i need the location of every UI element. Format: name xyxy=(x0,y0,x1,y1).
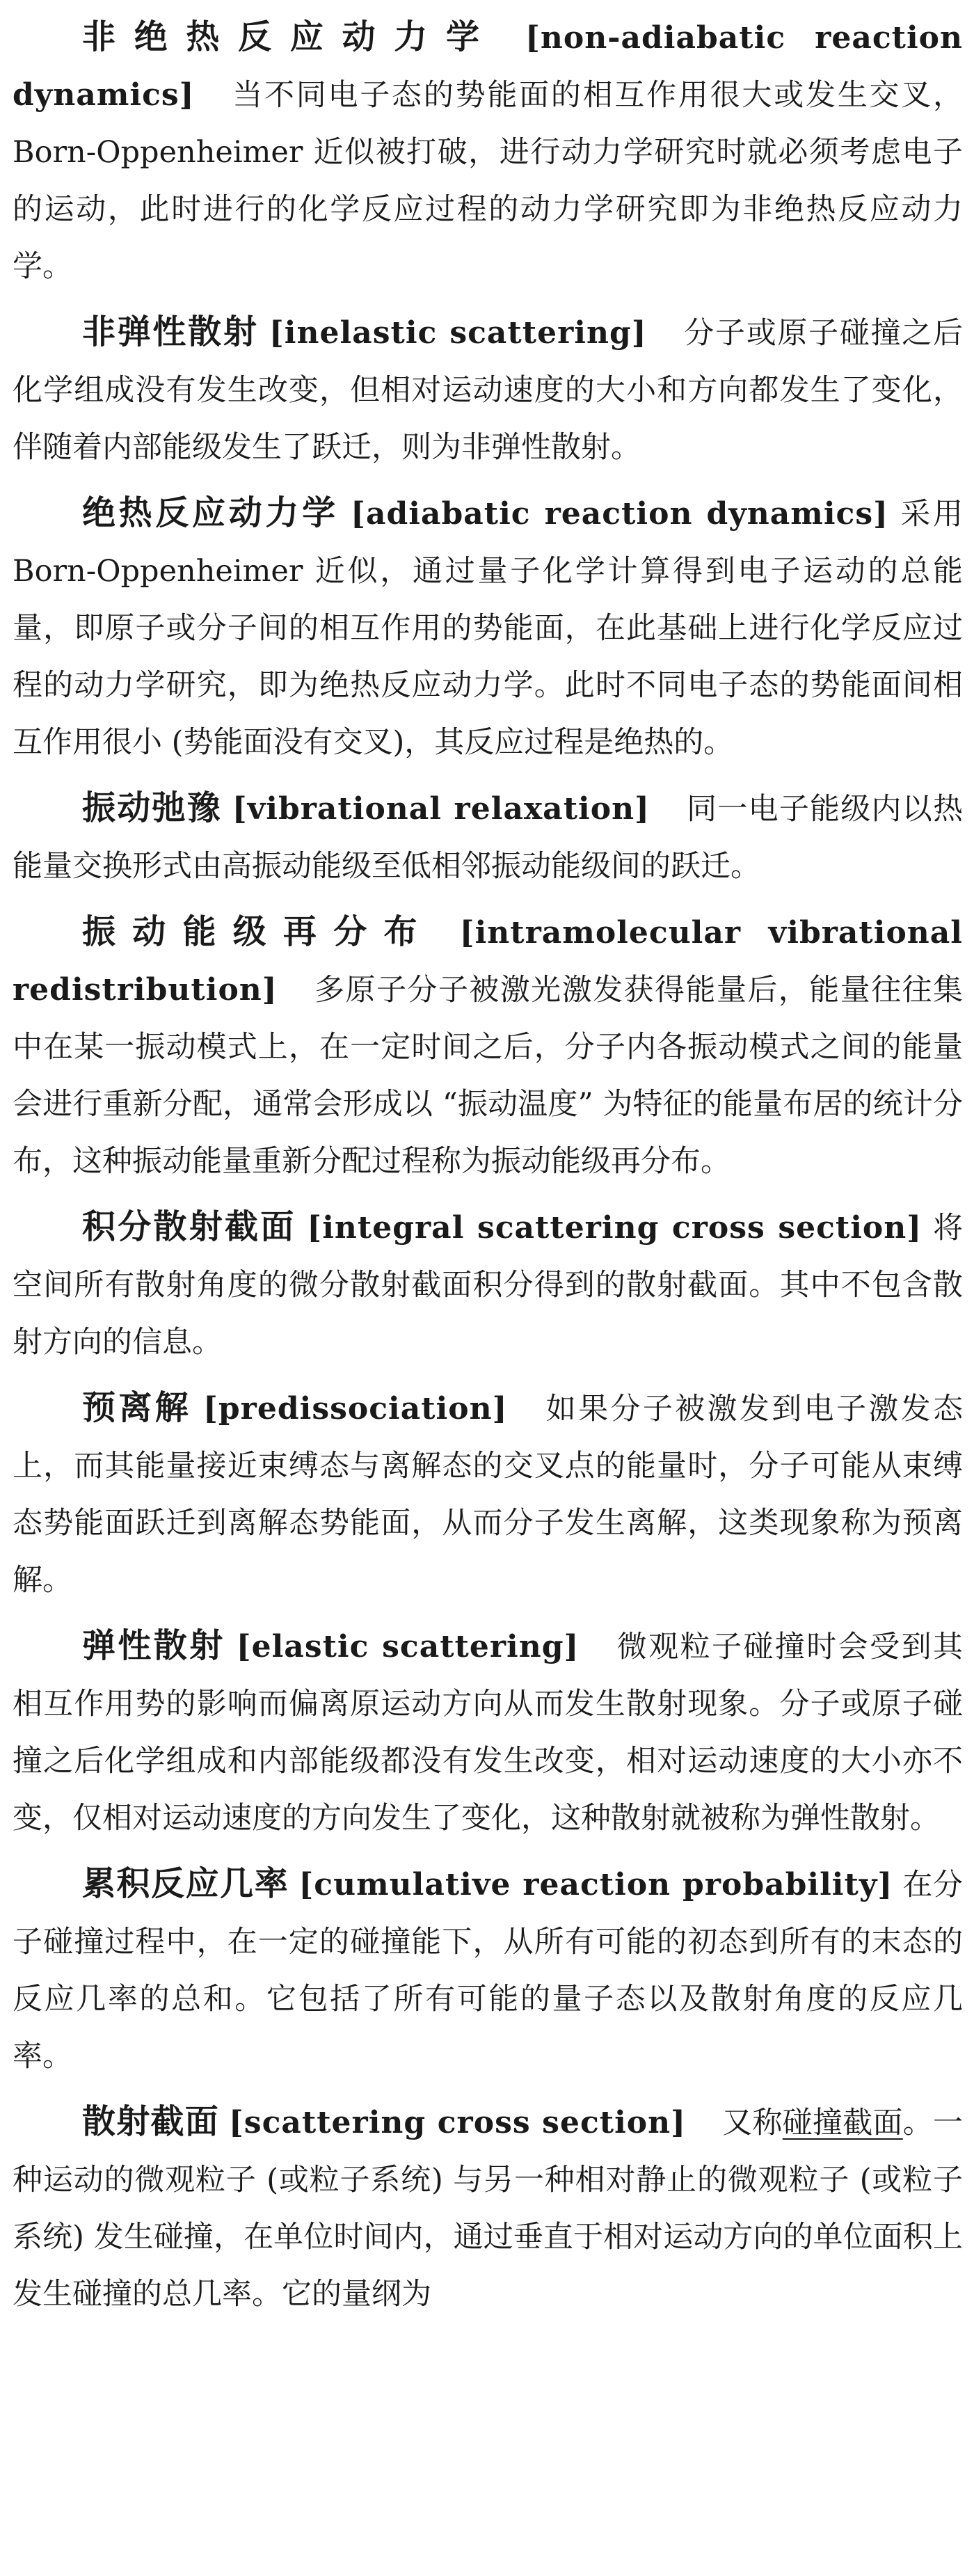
entry-definition: 采用 Born-Oppenheimer 近似，通过量子化学计算得到电子运动的总能量，即原子或分子间的相互作用的势能面，在此基础上进行化学反应过程的动力学研究，即为绝热反应动力学。此时不同电子态的势能面间相互作用很小 (势能面没有交叉)，其反应过程是绝热的。 xyxy=(13,497,963,760)
entry-term: 弹性散射 xyxy=(82,1626,225,1665)
cross-reference-link[interactable]: 碰撞截面 xyxy=(782,2106,903,2140)
entry-english-term: [inelastic scattering] xyxy=(269,315,647,351)
entry-non-adiabatic-reaction-dynamics xyxy=(13,8,963,295)
entry-definition: 在分子碰撞过程中，在一定的碰撞能下，从所有可能的初态到所有的末态的反应几率的总和。它包括了所有可能的量子态以及散射角度的反应几率。 xyxy=(13,1868,963,2074)
entry-definition: 当不同电子态的势能面的相互作用很大或发生交叉，Born-Oppenheimer 近似被打破，进行动力学研究时就必须考虑电子的运动，此时进行的化学反应过程的动力学研究即为非绝热反应动力学。 xyxy=(13,78,963,284)
entry-term: 绝热反应动力学 xyxy=(82,493,339,532)
entry-definition: 将空间所有散射角度的微分散射截面积分得到的散射截面。其中不包含散射方向的信息。 xyxy=(13,1211,963,1360)
entry-definition: 同一电子能级内以热能量交换形式由高振动能级至低相邻振动能级间的跃迁。 xyxy=(13,792,963,884)
entry-definition: 如果分子被激发到电子激发态上，而其能量接近束缚态与离解态的交叉点的能量时，分子可能从束缚态势能面跃迁到离解态势能面，从而分子发生离解，这类现象称为预离解。 xyxy=(13,1392,964,1598)
entry-predissociation xyxy=(13,1379,963,1609)
entry-term: 振动弛豫 xyxy=(82,788,222,827)
entry-definition: 。一种运动的微观粒子 (或粒子系统) 与另一种相对静止的微观粒子 (或粒子系统) 发生碰撞，在单位时间内，通过垂直于相对运动方向的单位面积上发生碰撞的总几率。它的量纲为 xyxy=(13,2106,964,2312)
entry-english-term: [intramolecular vibrational redistribution] xyxy=(13,915,964,1008)
entry-term: 非弹性散射 xyxy=(82,312,259,351)
entry-integral-scattering-cross-section xyxy=(13,1198,963,1371)
entry-english-term: [scattering cross section] xyxy=(228,2105,686,2140)
entry-elastic-scattering xyxy=(13,1617,963,1847)
entry-definition-prefix: 又称 xyxy=(721,2106,783,2140)
entry-term: 累积反应几率 xyxy=(82,1864,289,1903)
entry-english-term: [adiabatic reaction dynamics] xyxy=(351,496,888,532)
entry-definition: 多原子分子被激光激发获得能量后，能量往往集中在某一振动模式上，在一定时间之后，分子内各振动模式之间的能量会进行重新分配，通常会形成以 “振动温度” 为特征的能量布居的统计分布，这种振动能量重新分配过程称为振动能级再分布。 xyxy=(13,973,963,1179)
entry-inelastic-scattering xyxy=(13,303,963,476)
entry-term: 振动能级再分布 xyxy=(82,912,434,951)
entry-english-term: [integral scattering cross section] xyxy=(307,1210,923,1246)
entry-definition: 微观粒子碰撞时会受到其相互作用势的影响而偏离原运动方向从而发生散射现象。分子或原子碰撞之后化学组成和内部能级都没有发生改变，相对运动速度的大小亦不变，仅相对运动速度的方向发生了变化，这种散射就被称为弹性散射。 xyxy=(13,1630,963,1836)
entry-vibrational-relaxation xyxy=(13,779,963,895)
entry-scattering-cross-section xyxy=(13,2093,963,2323)
entry-term: 预离解 xyxy=(82,1388,192,1427)
entry-cumulative-reaction-probability xyxy=(13,1855,963,2085)
entry-intramolecular-vibrational-redistribution xyxy=(13,903,963,1190)
entry-term: 非绝热反应动力学 xyxy=(82,17,498,56)
entry-english-term: [cumulative reaction probability] xyxy=(298,1867,893,1902)
entry-term: 散射截面 xyxy=(82,2102,220,2141)
entry-english-term: [elastic scattering] xyxy=(236,1629,580,1664)
entry-term: 积分散射截面 xyxy=(82,1207,296,1246)
entry-english-term: [vibrational relaxation] xyxy=(232,791,650,827)
entry-definition: 分子或原子碰撞之后化学组成没有发生改变，但相对运动速度的大小和方向都发生了变化，伴随着内部能级发生了跃迁，则为非弹性散射。 xyxy=(13,316,964,465)
entry-english-term: [predissociation] xyxy=(203,1391,508,1426)
entry-adiabatic-reaction-dynamics xyxy=(13,484,963,771)
entry-english-term: [non-adiabatic reaction dynamics] xyxy=(13,20,963,113)
